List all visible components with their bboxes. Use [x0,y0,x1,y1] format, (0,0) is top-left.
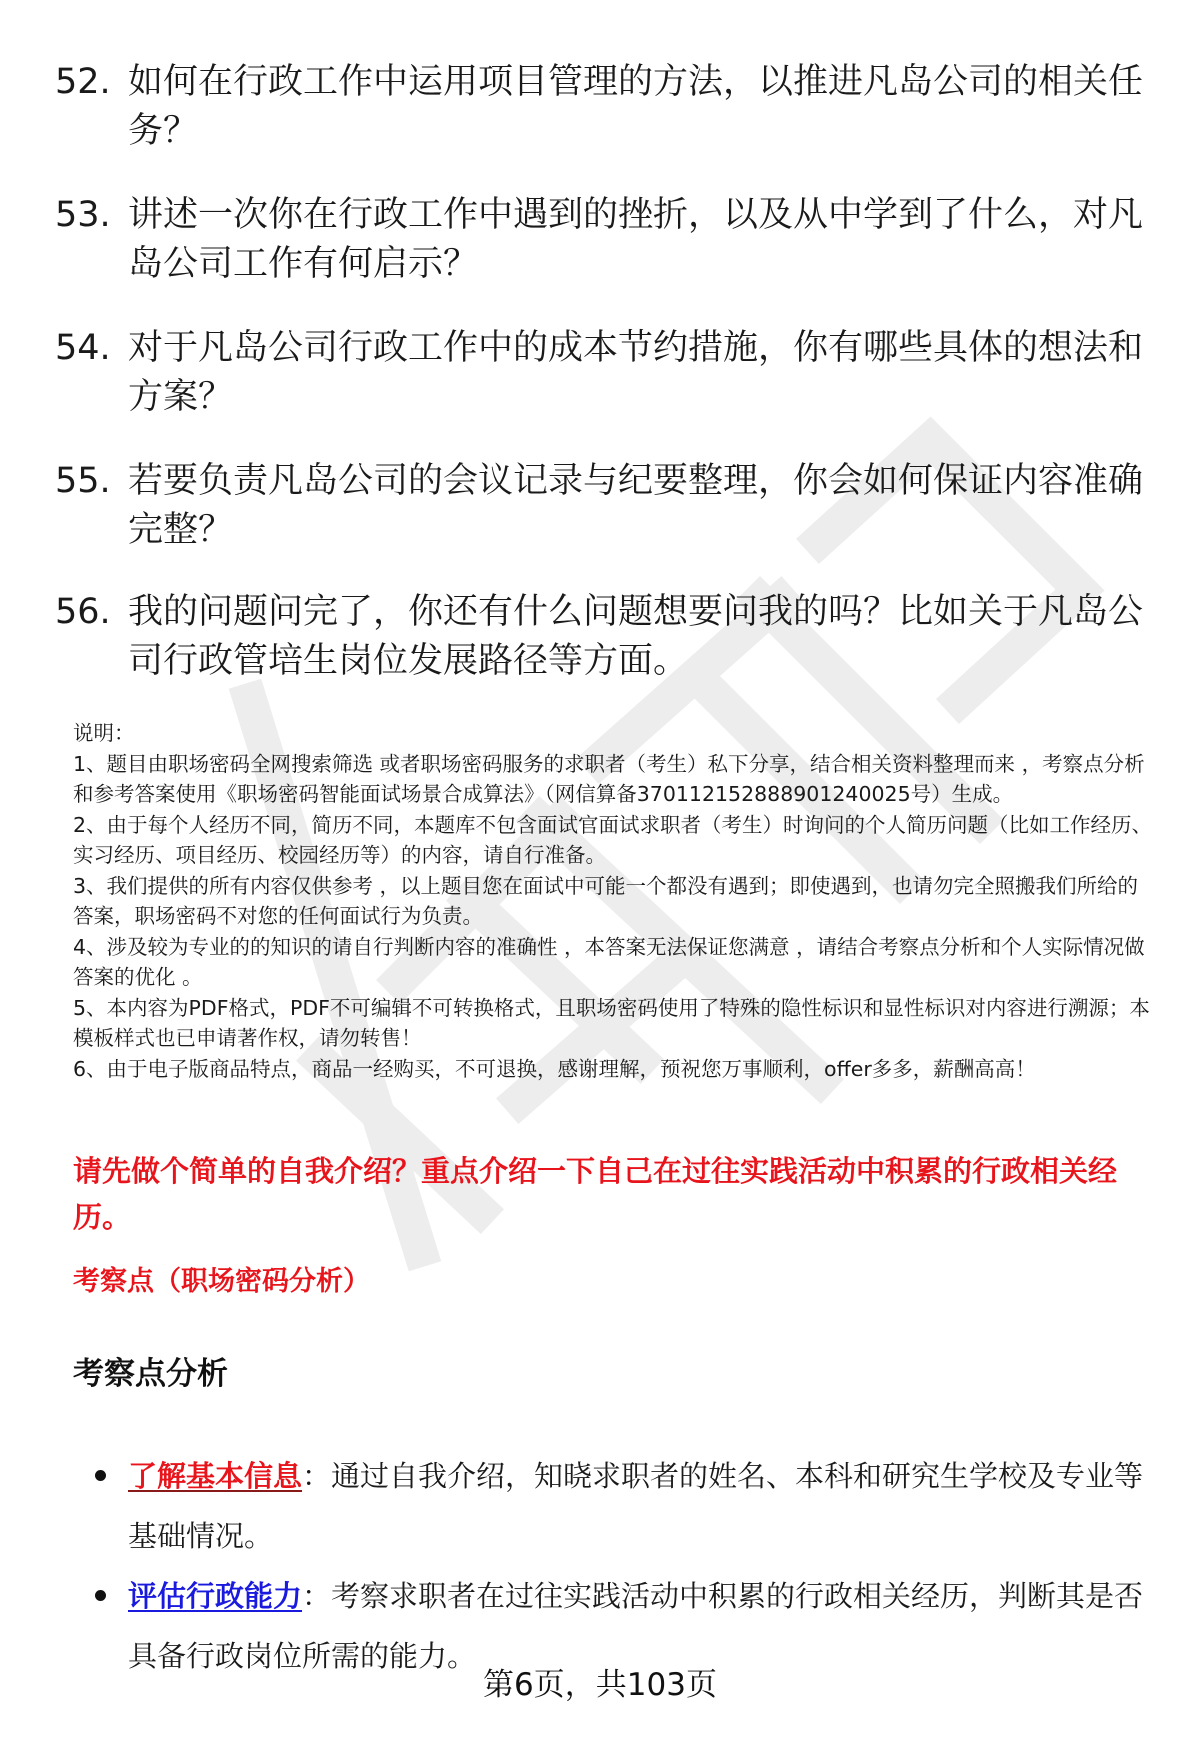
question-number: 53. [55,195,111,235]
question-56 [55,588,1145,686]
bullet-icon [95,1590,106,1601]
analysis-label: 考察点（职场密码分析） [73,1266,370,1297]
question-number: 54. [55,328,111,368]
keyword-basic-info: 了解基本信息 [128,1459,303,1493]
analysis-point-basic-info [95,1446,1155,1566]
question-53 [55,191,1145,289]
analysis-title: 考察点分析 [73,1356,228,1392]
question-text: 讲述一次你在行政工作中遇到的挫折，以及从中学到了什么，对凡岛公司工作有何启示？ [128,195,1144,284]
question-text: 如何在行政工作中运用项目管理的方法，以推进凡岛公司的相关任务？ [128,62,1144,151]
question-55 [55,457,1145,555]
note-item-4: 4、涉及较为专业的的知识的请自行判断内容的准确性 ，本答案无法保证您满意 ，请结合考察点分析和个人实际情况做答案的优化 。 [73,934,1145,989]
separator: ： [302,1579,332,1613]
notes-title: 说明： [73,721,135,745]
question-text: 对于凡岛公司行政工作中的成本节约措施，你有哪些具体的想法和方案？ [128,328,1144,417]
point-text: 通过自我介绍，知晓求职者的姓名、本科和研究生学校及专业等基础情况。 [128,1459,1144,1553]
bullet-icon [95,1470,106,1481]
separator: ： [302,1459,332,1493]
note-item-1: 1、题目由职场密码全网搜索筛选 或者职场密码服务的求职者（考生）私下分享，结合相关资料整理而来 ，考察点分析和参考答案使用《职场密码智能面试场景合成算法》（网信算备370112152888901240025号）生成。 [73,751,1145,806]
question-54 [55,324,1145,422]
question-text: 若要负责凡岛公司的会议记录与纪要整理，你会如何保证内容准确完整？ [128,461,1144,550]
featured-question: 请先做个简单的自我介绍？重点介绍一下自己在过往实践活动中积累的行政相关经历。 [73,1154,1118,1234]
question-52 [55,58,1145,156]
page-number: 第6页，共103页 [483,1667,717,1703]
note-item-6: 6、由于电子版商品特点，商品一经购买，不可退换，感谢理解，预祝您万事顺利，offer多多，薪酬高高！ [73,1056,1036,1081]
question-number: 55. [55,461,111,501]
analysis-points [95,1446,1155,1686]
notes-section [73,718,1158,1084]
question-text: 我的问题问完了，你还有什么问题想要问我的吗？比如关于凡岛公司行政管培生岗位发展路径等方面。 [128,592,1144,681]
note-item-3: 3、我们提供的所有内容仅供参考 ，以上题目您在面试中可能一个都没有遇到；即使遇到，也请勿完全照搬我们所给的答案，职场密码不对您的任何面试行为负责。 [73,873,1139,928]
note-item-5: 5、本内容为PDF格式，PDF不可编辑不可转换格式，且职场密码使用了特殊的隐性标识和显性标识对内容进行溯源；本模板样式也已申请著作权，请勿转售！ [73,995,1150,1050]
question-number: 56. [55,592,111,632]
keyword-admin-ability: 评估行政能力 [128,1579,303,1613]
note-item-2: 2、由于每个人经历不同，简历不同，本题库不包含面试官面试求职者（考生）时询问的个人简历问题（比如工作经历、实习经历、项目经历、校园经历等）的内容，请自行准备。 [73,812,1153,867]
point-text: 考察求职者在过往实践活动中积累的行政相关经历，判断其是否具备行政岗位所需的能力。 [128,1579,1144,1673]
question-number: 52. [55,62,111,102]
